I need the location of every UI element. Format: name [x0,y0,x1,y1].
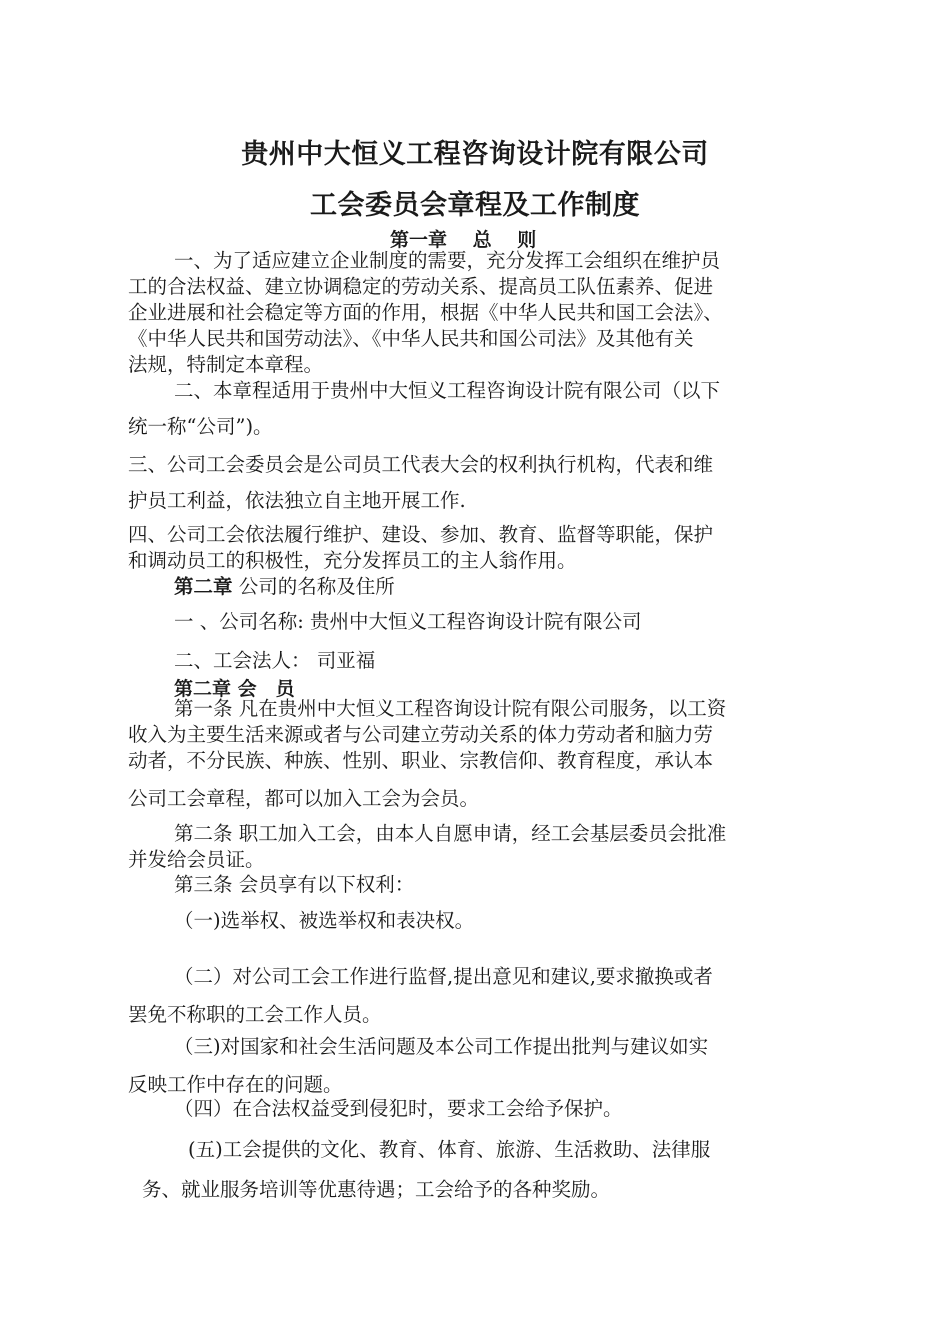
document-subtitle: 工会委员会章程及工作制度 [310,190,640,221]
chapter-2-heading-bold: 第二章 [174,575,233,598]
chapter-1-article-4: 四、公司工会依法履行维护、建设、参加、教育、监督等职能，保护 和调动员工的积极性，充分发挥员工的主人翁作用。 [128,523,714,572]
chapter-1-article-1: 一、为了适应建立企业制度的需要，充分发挥工会组织在维护员 工的合法权益、建立协调稳定的劳动关系、提高员工队伍素养、促进 企业进展和社会稳定等方面的作用，根据《中华人民共和国工会法》、 《中华人民共和国劳动法》、《中华人民共和国公司法》及其他有关 法规，特制定本章程。 [128,249,723,376]
document-title: 贵州中大恒义工程咨询设计院有限公司 [241,139,709,170]
union-legal-person-line: 二、工会法人： 司亚福 [174,649,376,672]
member-right-1: （一)选举权、被选举权和表决权。 [174,909,475,932]
chapter-1-article-3: 三、公司工会委员会是公司员工代表大会的权利执行机构，代表和维 护员工利益，依法独立自主地开展工作. [128,453,714,512]
chapter-1-article-2: 二、本章程适用于贵州中大恒义工程咨询设计院有限公司（以下 统一称“公司”)。 [128,379,721,438]
chapter-2-heading [174,574,395,600]
member-article-2: 第二条 职工加入工会，由本人自愿申请，经工会基层委员会批准 并发给会员证。 [128,822,727,871]
member-article-1-end: 公司工会章程，都可以加入工会为会员。 [128,787,480,810]
chapter-1-heading: 第一章 总 则 [390,229,537,251]
member-article-1: 第一条 凡在贵州中大恒义工程咨询设计院有限公司服务，以工资 收入为主要生活来源或者与公司建立劳动关系的体力劳动者和脑力劳 动者，不分民族、种族、性别、职业、宗教信仰、教育程度，承认本 [128,697,727,772]
member-right-4: （四）在合法权益受到侵犯时，要求工会给予保护。 [174,1097,623,1120]
member-right-5: (五)工会提供的文化、教育、体育、旅游、生活救助、法律服 务、就业服务培训等优惠待遇；工会给予的各种奖励。 [142,1138,711,1201]
chapter-3-heading: 第二章 会 员 [174,678,295,700]
member-article-3: 第三条 会员享有以下权利： [174,873,415,896]
member-right-3: （三)对国家和社会生活问题及本公司工作提出批判与建议如实 反映工作中存在的问题。 [128,1035,709,1096]
member-right-2: （二）对公司工会工作进行监督,提出意见和建议,要求撤换或者 罢免不称职的工会工作人员。 [128,965,713,1026]
chapter-2-heading-rest: 公司的名称及住所 [232,575,395,598]
company-name-line: 一 、公司名称: 贵州中大恒义工程咨询设计院有限公司 [174,610,642,633]
